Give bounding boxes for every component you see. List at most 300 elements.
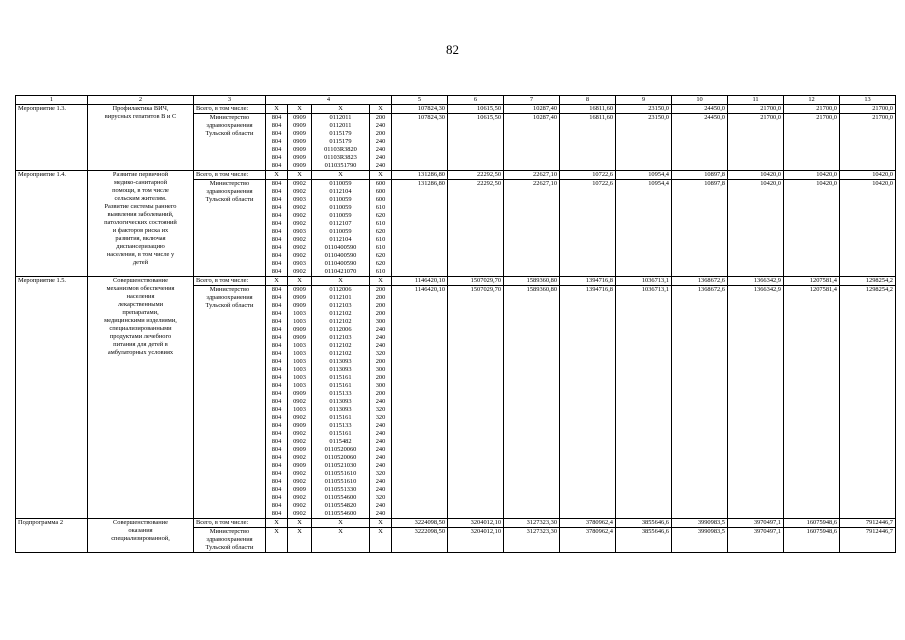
budget-code: 804: [271, 228, 282, 235]
budget-code: 804: [271, 188, 282, 195]
budget-code: 200: [375, 390, 386, 397]
description-line: лекарственными: [117, 301, 164, 308]
budget-code: 610: [375, 244, 386, 251]
budget-code: 620: [375, 212, 386, 219]
empty-line: [268, 544, 285, 552]
budget-code: 0909: [293, 122, 306, 129]
budget-code: 804: [271, 212, 282, 219]
row-title: Подпрограмма 2: [16, 519, 88, 553]
organization-line: здравоохранения: [206, 122, 253, 129]
empty-line: [290, 544, 309, 552]
table-row-total: [16, 519, 896, 528]
description-line: вирусных гепатитов В и С: [104, 113, 177, 120]
amount-value: 3780962,4: [560, 528, 616, 553]
budget-code: 804: [271, 358, 282, 365]
description-line: Совершенствование: [113, 277, 168, 284]
budget-code: 0909: [293, 114, 306, 121]
budget-code: 0113093: [329, 406, 352, 413]
budget-code: 1003: [293, 318, 306, 325]
total-code: X: [266, 519, 288, 528]
column-header: 6: [448, 96, 504, 105]
budget-code: 200: [375, 310, 386, 317]
budget-code: 804: [271, 162, 282, 169]
row-description: [88, 105, 194, 171]
budget-code: 0110551610: [324, 478, 357, 485]
budget-code: 320: [375, 494, 386, 501]
total-value: 16811,60: [560, 105, 616, 114]
total-code: X: [266, 105, 288, 114]
total-code: X: [370, 171, 392, 180]
column-header-row: [16, 96, 896, 105]
budget-code: 0902: [293, 454, 306, 461]
total-value: 10615,50: [448, 105, 504, 114]
budget-code: 600: [375, 188, 386, 195]
total-value: 10287,40: [504, 105, 560, 114]
budget-code: 0902: [293, 236, 306, 243]
organization: [194, 114, 266, 171]
budget-code: 240: [375, 154, 386, 161]
column-header: 5: [392, 96, 448, 105]
budget-code: 0902: [293, 268, 306, 275]
budget-code: 300: [375, 382, 386, 389]
budget-code-column: [288, 114, 312, 171]
total-code: X: [370, 519, 392, 528]
amount-value: 1298254,2: [840, 286, 896, 519]
budget-code: 804: [271, 382, 282, 389]
row-title: Мероприятие 1.5.: [16, 277, 88, 519]
budget-code: 804: [271, 486, 282, 493]
description-line: детей: [132, 259, 149, 266]
total-code: X: [288, 171, 312, 180]
organization-line: Министерство: [209, 180, 250, 187]
budget-code: 0112102: [329, 318, 352, 325]
total-code: X: [312, 171, 370, 180]
total-value: 3990983,5: [672, 519, 728, 528]
description-line: специализированными: [109, 325, 172, 332]
budget-code: 804: [271, 310, 282, 317]
budget-code: 804: [271, 318, 282, 325]
budget-code: 0902: [293, 510, 306, 517]
budget-code-column: [312, 286, 370, 519]
description-line: сельским жителям.: [114, 195, 167, 202]
description-line: Развитие системы раннего: [104, 203, 177, 210]
total-value: 10420,0: [840, 171, 896, 180]
amount-value: 24450,0: [672, 114, 728, 171]
total-value: 1394716,8: [560, 277, 616, 286]
total-code: X: [312, 277, 370, 286]
budget-code: 804: [271, 334, 282, 341]
column-header: 11: [728, 96, 784, 105]
amount-value: 21700,0: [840, 114, 896, 171]
budget-code: 240: [375, 454, 386, 461]
total-value: 22292,50: [448, 171, 504, 180]
budget-code: 0112104: [329, 188, 352, 195]
total-label: Всего, в том числе:: [194, 171, 266, 180]
amount-value: 1394716,8: [560, 286, 616, 519]
empty-line: [372, 544, 389, 552]
budget-code: 610: [375, 204, 386, 211]
total-value: 16075948,6: [784, 519, 840, 528]
total-value: 1507029,70: [448, 277, 504, 286]
amount-value: 10722,6: [560, 180, 616, 277]
budget-code: 0112107: [329, 220, 352, 227]
budget-table: [15, 95, 896, 553]
budget-code: 0110421070: [324, 268, 357, 275]
total-label: Всего, в том числе:: [194, 519, 266, 528]
total-value: 3780962,4: [560, 519, 616, 528]
budget-code: 200: [375, 294, 386, 301]
total-value: 3224098,50: [392, 519, 448, 528]
row-description: [88, 171, 194, 277]
budget-code: 804: [271, 114, 282, 121]
budget-code: 200: [375, 374, 386, 381]
organization-line: здравоохранения: [206, 294, 253, 301]
total-code: X: [288, 105, 312, 114]
description-line: специализированной,: [111, 535, 170, 542]
budget-code: 0110554820: [324, 502, 357, 509]
budget-code: 0909: [293, 302, 306, 309]
budget-code: 300: [375, 318, 386, 325]
budget-code: X: [274, 528, 279, 535]
amount-value: 22292,50: [448, 180, 504, 277]
budget-code: 804: [271, 122, 282, 129]
empty-line: [290, 536, 309, 544]
organization-line: здравоохранения: [206, 188, 253, 195]
table-row-total: [16, 277, 896, 286]
budget-code: 804: [271, 502, 282, 509]
description-line: механизмов обеспечения: [106, 285, 175, 292]
budget-code: 0902: [293, 398, 306, 405]
budget-code: 0112101: [329, 294, 352, 301]
total-value: 3127323,30: [504, 519, 560, 528]
budget-code: 620: [375, 260, 386, 267]
amount-value: 3855646,6: [616, 528, 672, 553]
budget-code: 0902: [293, 430, 306, 437]
total-value: 1366342,9: [728, 277, 784, 286]
amount-value: 10420,0: [728, 180, 784, 277]
budget-code: 0112103: [329, 334, 352, 341]
table-row-total: [16, 171, 896, 180]
total-code: X: [312, 519, 370, 528]
total-value: 1589360,80: [504, 277, 560, 286]
budget-code: 200: [375, 130, 386, 137]
budget-code: 0110059: [329, 180, 352, 187]
budget-code: 0110520060: [324, 454, 357, 461]
amount-value: 21700,0: [728, 114, 784, 171]
budget-code: 0909: [293, 294, 306, 301]
budget-code: 0909: [293, 486, 306, 493]
column-header: 10: [672, 96, 728, 105]
budget-code: 240: [375, 326, 386, 333]
budget-code: 0902: [293, 502, 306, 509]
budget-code: 240: [375, 438, 386, 445]
budget-code: 600: [375, 196, 386, 203]
budget-code-column: [288, 528, 312, 553]
column-header: 9: [616, 96, 672, 105]
amount-value: 7912446,7: [840, 528, 896, 553]
amount-value: 23150,0: [616, 114, 672, 171]
budget-code: 0113093: [329, 366, 352, 373]
budget-code: 804: [271, 146, 282, 153]
budget-code: 0903: [293, 260, 306, 267]
budget-code-column: [312, 180, 370, 277]
empty-line: [268, 536, 285, 544]
total-value: 3204012,10: [448, 519, 504, 528]
budget-code: 0110554600: [324, 510, 357, 517]
budget-code: 0902: [293, 478, 306, 485]
budget-code: 240: [375, 398, 386, 405]
amount-value: 21700,0: [784, 114, 840, 171]
budget-code: 0115161: [329, 430, 352, 437]
amount-value: 3127323,30: [504, 528, 560, 553]
budget-code: 804: [271, 326, 282, 333]
amount-value: 10420,0: [840, 180, 896, 277]
description-line: Профилактика ВИЧ,: [112, 105, 169, 112]
budget-code: 320: [375, 414, 386, 421]
budget-code: 0909: [293, 326, 306, 333]
budget-code: 240: [375, 510, 386, 517]
total-value: 21700,0: [840, 105, 896, 114]
budget-code: 804: [271, 366, 282, 373]
budget-code: 804: [271, 446, 282, 453]
budget-code: 0110059: [329, 228, 352, 235]
total-value: 7912446,7: [840, 519, 896, 528]
budget-code: 610: [375, 268, 386, 275]
budget-code: 804: [271, 430, 282, 437]
budget-code: 804: [271, 422, 282, 429]
organization: [194, 528, 266, 553]
budget-code: 0110059: [329, 204, 352, 211]
budget-code: 804: [271, 252, 282, 259]
budget-code: 0909: [293, 334, 306, 341]
budget-code: 804: [271, 204, 282, 211]
budget-code: 0113093: [329, 398, 352, 405]
organization-line: Тульской области: [205, 196, 254, 203]
budget-code: 0110554600: [324, 494, 357, 501]
organization-line: Министерство: [209, 286, 250, 293]
budget-code-column: [266, 528, 288, 553]
budget-code: 240: [375, 422, 386, 429]
budget-code: 610: [375, 220, 386, 227]
column-header: 12: [784, 96, 840, 105]
total-code: X: [266, 277, 288, 286]
organization-line: Тульской области: [205, 130, 254, 137]
amount-value: 1507029,70: [448, 286, 504, 519]
budget-code: 620: [375, 228, 386, 235]
budget-code: 0909: [293, 130, 306, 137]
budget-code: 620: [375, 252, 386, 259]
organization-line: Министерство: [209, 114, 250, 121]
column-header: 13: [840, 96, 896, 105]
amount-value: 10897,8: [672, 180, 728, 277]
description-line: населения: [126, 293, 155, 300]
row-description: [88, 277, 194, 519]
total-code: X: [370, 105, 392, 114]
budget-code: 0112011: [329, 114, 352, 121]
budget-code: 240: [375, 342, 386, 349]
amount-value: 3222098,50: [392, 528, 448, 553]
description-line: помощи, в том числе: [112, 187, 169, 194]
description-line: амбулаторных условиях: [107, 349, 174, 356]
budget-code: 240: [375, 486, 386, 493]
total-value: 23150,0: [616, 105, 672, 114]
budget-code: 0902: [293, 188, 306, 195]
budget-code: 0902: [293, 212, 306, 219]
budget-code: 1003: [293, 366, 306, 373]
total-code: X: [288, 277, 312, 286]
budget-code: 804: [271, 414, 282, 421]
budget-code: 0110400590: [324, 260, 357, 267]
budget-code: 01103R3823: [324, 154, 357, 161]
description-line: медико-санитарной: [113, 179, 168, 186]
budget-code: 0909: [293, 286, 306, 293]
organization-line: Тульской области: [205, 544, 254, 551]
empty-line: [314, 536, 367, 544]
budget-code: 0902: [293, 494, 306, 501]
budget-code: 240: [375, 146, 386, 153]
budget-code: 0110521030: [324, 462, 357, 469]
budget-code: 0902: [293, 220, 306, 227]
budget-code: 0115179: [329, 130, 352, 137]
description-line: выявления заболеваний,: [107, 211, 174, 218]
description-line: препаратами,: [122, 309, 159, 316]
total-value: 1146420,10: [392, 277, 448, 286]
budget-code: 0902: [293, 438, 306, 445]
budget-code: 804: [271, 390, 282, 397]
description-line: патологических состояний: [104, 219, 177, 226]
description-line: населения, в том числе у: [106, 251, 175, 258]
budget-code: 240: [375, 478, 386, 485]
description-line: оказания: [128, 527, 153, 534]
amount-value: 3970497,1: [728, 528, 784, 553]
budget-code: 0902: [293, 470, 306, 477]
budget-code: 240: [375, 334, 386, 341]
column-header: 3: [194, 96, 266, 105]
budget-code: 804: [271, 454, 282, 461]
budget-code: 0110351790: [324, 162, 357, 169]
budget-code: 0112102: [329, 310, 352, 317]
budget-code: 804: [271, 130, 282, 137]
budget-code: 804: [271, 154, 282, 161]
amount-value: 1368672,6: [672, 286, 728, 519]
budget-code: 01103R3820: [324, 146, 357, 153]
budget-code-column: [266, 114, 288, 171]
budget-code: 0909: [293, 138, 306, 145]
budget-code: 0902: [293, 204, 306, 211]
budget-code-column: [266, 180, 288, 277]
total-value: 10722,6: [560, 171, 616, 180]
budget-code: 240: [375, 502, 386, 509]
budget-code: 0112006: [329, 286, 352, 293]
total-code: X: [370, 277, 392, 286]
total-code: X: [266, 171, 288, 180]
budget-code-column: [370, 180, 392, 277]
budget-code: 804: [271, 196, 282, 203]
budget-code: 804: [271, 462, 282, 469]
budget-code: 804: [271, 374, 282, 381]
budget-code-column: [370, 114, 392, 171]
organization-line: Тульской области: [205, 302, 254, 309]
budget-code: 240: [375, 122, 386, 129]
budget-code: 804: [271, 350, 282, 357]
total-value: 10897,8: [672, 171, 728, 180]
budget-code: 0903: [293, 196, 306, 203]
budget-code: 804: [271, 268, 282, 275]
amount-value: 3204012,10: [448, 528, 504, 553]
amount-value: 1036713,1: [616, 286, 672, 519]
total-value: 3970497,1: [728, 519, 784, 528]
budget-code: 1003: [293, 406, 306, 413]
budget-code-column: [370, 528, 392, 553]
budget-code: 0110400590: [324, 252, 357, 259]
description-line: медицинскими изделиями,: [104, 317, 177, 324]
budget-code: 240: [375, 430, 386, 437]
budget-code: 804: [271, 286, 282, 293]
budget-code: 1003: [293, 310, 306, 317]
budget-code: 804: [271, 260, 282, 267]
budget-code: 240: [375, 162, 386, 169]
organization: [194, 286, 266, 519]
budget-code: 0112102: [329, 350, 352, 357]
budget-code: 0112103: [329, 302, 352, 309]
total-value: 10420,0: [784, 171, 840, 180]
budget-code: 0115161: [329, 382, 352, 389]
budget-code: 0115133: [329, 390, 352, 397]
budget-code: 0902: [293, 180, 306, 187]
budget-code: 0110059: [329, 196, 352, 203]
budget-code: 0110551330: [324, 486, 357, 493]
row-title: Мероприятие 1.4.: [16, 171, 88, 277]
budget-code: 0115482: [329, 438, 352, 445]
budget-code: 200: [375, 114, 386, 121]
budget-code: 804: [271, 478, 282, 485]
budget-code: 200: [375, 302, 386, 309]
total-value: 1207581,4: [784, 277, 840, 286]
amount-value: 131286,80: [392, 180, 448, 277]
organization: [194, 180, 266, 277]
budget-code: 804: [271, 342, 282, 349]
total-value: 10420,0: [728, 171, 784, 180]
budget-code: 0909: [293, 446, 306, 453]
budget-code: 0902: [293, 414, 306, 421]
budget-code: 200: [375, 358, 386, 365]
budget-code: X: [297, 528, 302, 535]
amount-value: 3990983,5: [672, 528, 728, 553]
total-value: 21700,0: [784, 105, 840, 114]
description-line: развития, включая: [115, 235, 166, 242]
amount-value: 10954,4: [616, 180, 672, 277]
column-header: 7: [504, 96, 560, 105]
budget-code: 0909: [293, 462, 306, 469]
budget-code: 0902: [293, 252, 306, 259]
page-number: 82: [446, 42, 459, 57]
budget-code: 240: [375, 446, 386, 453]
budget-code: 600: [375, 180, 386, 187]
total-label: Всего, в том числе:: [194, 277, 266, 286]
budget-code: 240: [375, 138, 386, 145]
budget-code: 0112006: [329, 326, 352, 333]
column-header: 8: [560, 96, 616, 105]
budget-code: 0909: [293, 146, 306, 153]
total-value: 1368672,6: [672, 277, 728, 286]
budget-code-column: [370, 286, 392, 519]
budget-code: 0115161: [329, 374, 352, 381]
total-value: 1036713,1: [616, 277, 672, 286]
budget-code: 804: [271, 220, 282, 227]
table-row-total: [16, 105, 896, 114]
budget-code: 804: [271, 510, 282, 517]
budget-code: 804: [271, 294, 282, 301]
